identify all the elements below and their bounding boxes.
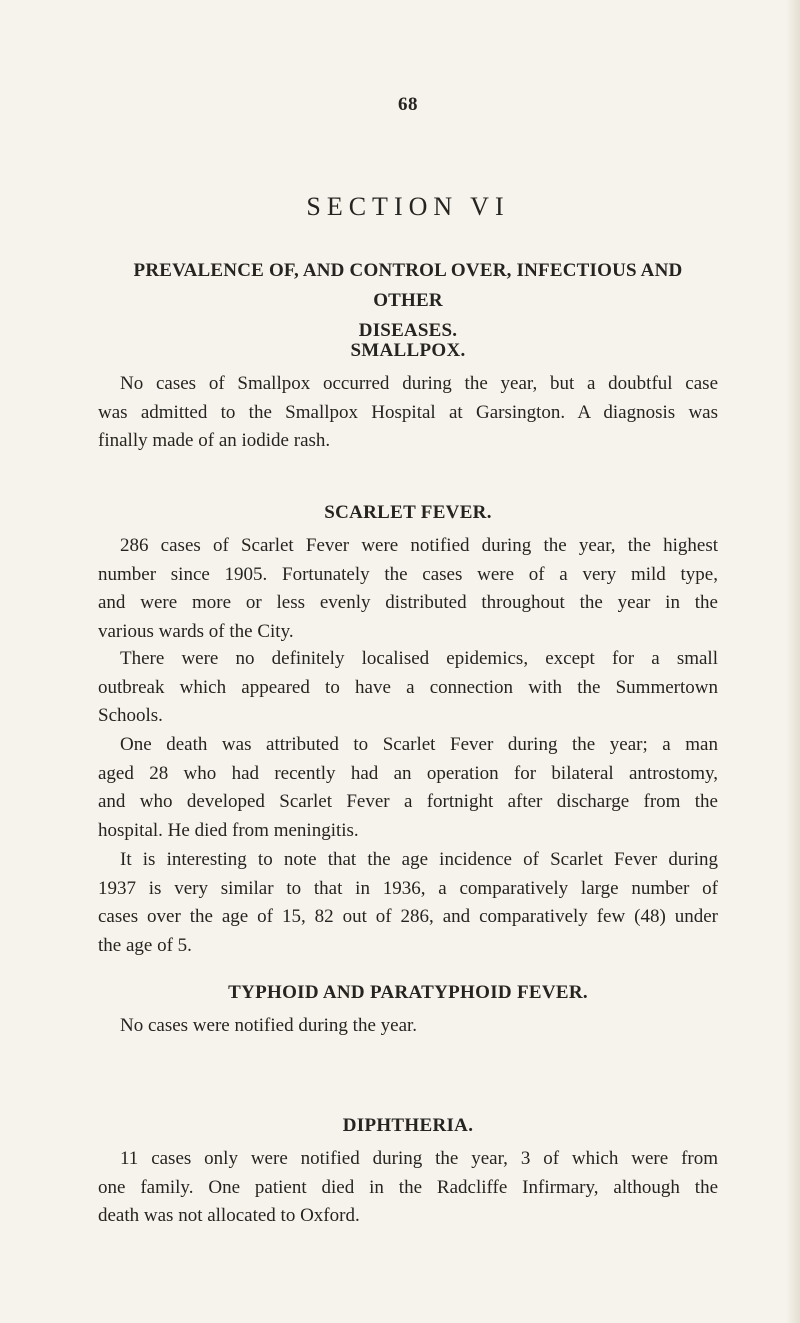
page-number: 68 bbox=[398, 94, 418, 115]
scarlet-fever-heading: SCARLET FEVER. bbox=[324, 502, 492, 523]
paragraph-line: number since 1905. Fortunately the cases were of a very mild type, bbox=[98, 563, 718, 585]
paragraph-line: No cases were notified during the year. bbox=[120, 1015, 418, 1036]
scarlet-fever-paragraph-4 bbox=[98, 846, 718, 960]
paragraph-line: It is interesting to note that the age incidence of Scarlet Fever during bbox=[120, 849, 718, 870]
section-title: SECTION VI bbox=[306, 192, 510, 221]
paragraph-line: and who developed Scarlet Fever a fortnight after discharge from the bbox=[98, 791, 718, 813]
paragraph-line: No cases of Smallpox occurred during the year, but a doubtful case bbox=[120, 373, 718, 394]
scarlet-fever-paragraph-2 bbox=[98, 645, 718, 731]
scarlet-fever-paragraph-1 bbox=[98, 532, 718, 646]
paragraph-line: 11 cases only were notified during the year, 3 of which were from bbox=[120, 1148, 718, 1169]
paragraph-line: One death was attributed to Scarlet Fever during the year; a man bbox=[120, 734, 718, 755]
paragraph-line: the age of 5. bbox=[98, 934, 192, 956]
page-edge-shadow bbox=[786, 0, 800, 1323]
paragraph-line: and were more or less evenly distributed throughout the year in the bbox=[98, 592, 718, 614]
paragraph-line: one family. One patient died in the Radcliffe Infirmary, although the bbox=[98, 1176, 718, 1198]
paragraph-line: There were no definitely localised epidemics, except for a small bbox=[120, 648, 718, 669]
paragraph-line: Schools. bbox=[98, 705, 163, 727]
main-heading bbox=[98, 256, 718, 346]
paragraph-line: aged 28 who had recently had an operation for bilateral antrostomy, bbox=[98, 762, 718, 784]
typhoid-paragraph bbox=[98, 1012, 718, 1041]
main-heading-line-2: DISEASES. bbox=[358, 320, 458, 341]
main-heading-line-1: PREVALENCE OF, AND CONTROL OVER, INFECTIOUS AND OTHER bbox=[133, 260, 683, 311]
paragraph-line: various wards of the City. bbox=[98, 620, 294, 642]
paragraph-line: death was not allocated to Oxford. bbox=[98, 1205, 360, 1227]
paragraph-line: 1937 is very similar to that in 1936, a comparatively large number of bbox=[98, 877, 718, 899]
typhoid-heading: TYPHOID AND PARATYPHOID FEVER. bbox=[228, 982, 588, 1003]
scarlet-fever-paragraph-3 bbox=[98, 731, 718, 845]
paragraph-line: cases over the age of 15, 82 out of 286, and comparatively few (48) under bbox=[98, 906, 718, 928]
paragraph-line: 286 cases of Scarlet Fever were notified during the year, the highest bbox=[120, 535, 718, 556]
smallpox-paragraph bbox=[98, 370, 718, 456]
paragraph-line: outbreak which appeared to have a connection with the Summertown bbox=[98, 676, 718, 698]
paragraph-line: finally made of an iodide rash. bbox=[98, 430, 331, 452]
paragraph-line: hospital. He died from meningitis. bbox=[98, 819, 359, 841]
diphtheria-heading: DIPHTHERIA. bbox=[342, 1115, 474, 1136]
paragraph-line: was admitted to the Smallpox Hospital at Garsington. A diagnosis was bbox=[98, 401, 718, 423]
diphtheria-paragraph bbox=[98, 1145, 718, 1231]
smallpox-heading: SMALLPOX. bbox=[350, 340, 466, 361]
